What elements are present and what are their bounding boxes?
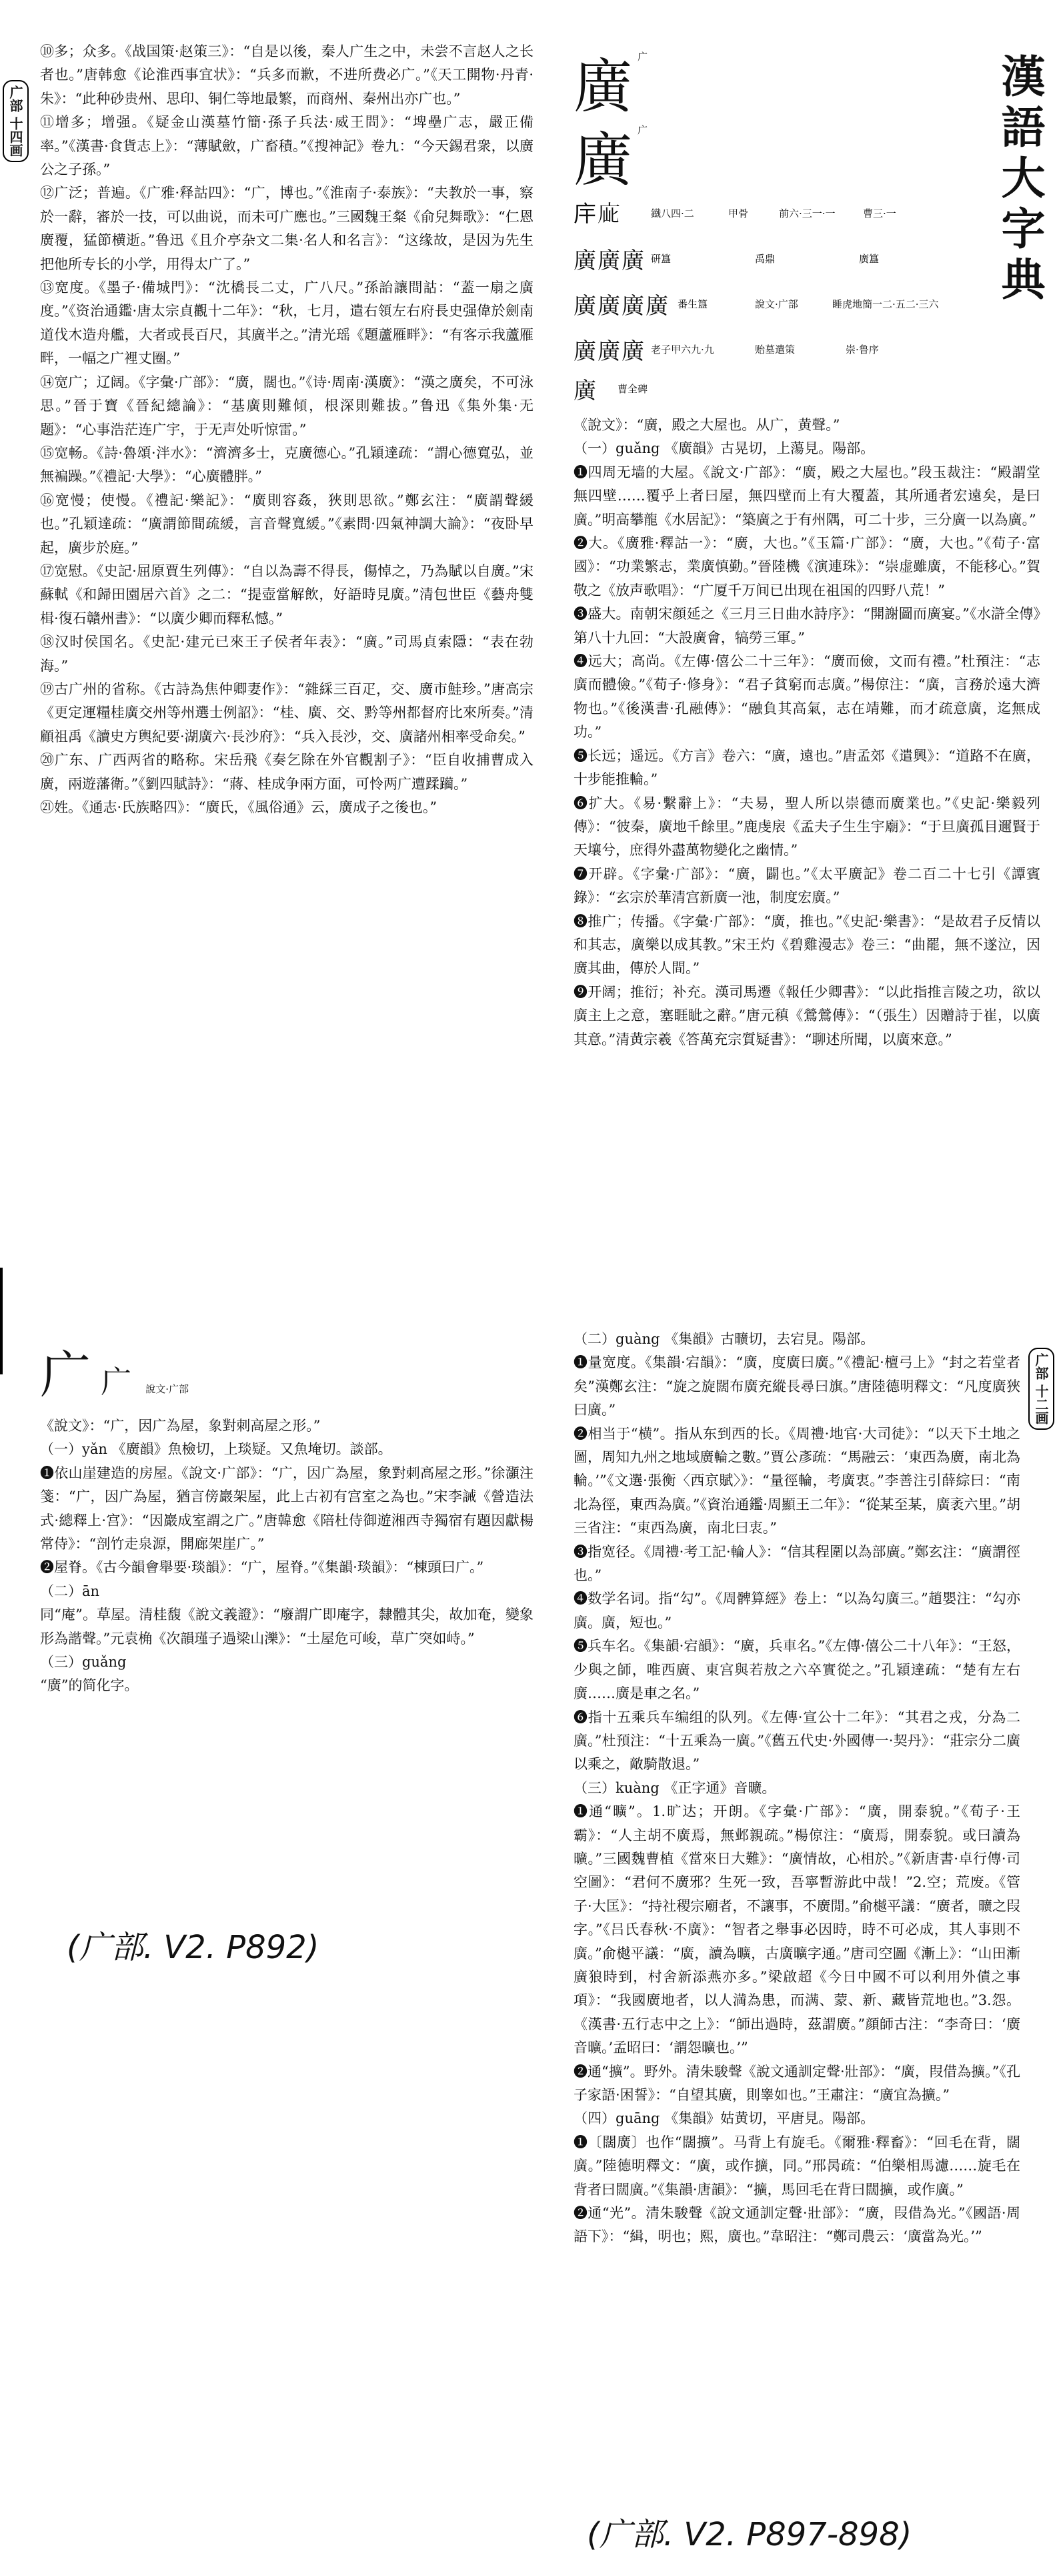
definition: ㉑姓。《通志·氏族略四》：“廣氏，《風俗通》云，廣成子之後也。” (40, 799, 437, 815)
definition: ❶四周无墙的大屋。《說文·广部》：“廣，殿之大屋也。”段玉裁注：“殿謂堂無四壁……覆乎上者曰屋，無四壁而上有大覆蓋，其所通者宏遠矣，是曰廣。”明高攀龍《水居記》：“築廣之于有州隅，可二十步，三分廣一以為廣。” (574, 464, 1040, 528)
definition: 同“庵”。草屋。清桂馥《說文義證》：“廢謂广即庵字，隸體其尖，故加奄，變象形為諧聲。”元袁桷《次韻瑾子過梁山濼》：“土屋危可峻，草广突如峙。” (40, 1607, 534, 1647)
definition: ⑰宽慰。《史記·屈原賈生列傳》：“自以為壽不得長，傷悼之，乃為賦以自廣。”宋蘇軾《和歸田園居六首》之二：“提壺當解飲，好語時見廣。”清包世臣《藝舟雙楫·復石贛州書》：“以廣少卿而釋私憾。” (40, 562, 534, 626)
upper-left-panel (7, 40, 534, 1214)
side-tab: 广部 十四画 (3, 80, 29, 162)
definition: ❻指十五乘兵车编组的队列。《左傳·宣公十二年》：“其君之戎，分為二廣。”杜預注：“十五乘為一廣。”《舊五代史·外國傳一·契丹》：“莊宗分二廣以乘之，敵騎散退。” (574, 1709, 1020, 1773)
definition: ❹远大；高尚。《左傳·僖公二十三年》：“廣而儉，文而有禮。”杜預注：“志廣而體儉。”《荀子·修身》：“君子貧窮而志廣。”楊倞注：“廣，言務於遠大濟物也。”《後漢書·孔融傳》：“融負其高氣，志在靖難，而才疏意廣，迄無成功。” (574, 653, 1040, 741)
definition: ⑳广东、广西两省的略称。宋岳飛《奏乞除在外官觀割子》：“臣自收捕曹成入廣，兩遊藩衛。”《劉四賦詩》：“蔣、桂成争兩方面，可怜两广遭蹂躏。” (40, 752, 534, 792)
definition: ❷通“光”。清朱駿聲《說文通訓定聲·壯部》：“廣，叚借為光。”《國語·周語下》：“緝，明也；熙，廣也。”韋昭注：“鄭司農云：‘廣當為光。’” (574, 2205, 1020, 2245)
upper-right-panel (560, 27, 1057, 1214)
definition: ❹数学名词。指“勾”。《周髀算經》卷上：“以為勾廣三。”趙嬰注：“勾亦廣。廣，短也。” (574, 1591, 1020, 1631)
headword-char: 廣 (574, 52, 633, 121)
source-label: 鐵八四·二 (651, 207, 694, 220)
ancient-glyphs: 廣廣廣 (574, 338, 646, 365)
definition: （三）guǎng (40, 1654, 127, 1671)
source-label: 贻墓遣策 (755, 343, 796, 356)
seal-row (574, 372, 967, 405)
definition: ❷大。《廣雅·釋詁一》：“廣，大也。”《玉篇·广部》：“廣，大也。”《荀子·富國》：“功業繁志，業廣慎勤。”晉陸機《演連珠》：“崇虚雖廣，不能移心。”賀敬之《放声歌唱》：“广厦千万间已出现在祖国的四野八荒！” (574, 535, 1040, 598)
definition: （二）ān (40, 1583, 100, 1599)
ancient-glyphs: 廣 (574, 377, 598, 404)
definition: ⑫广泛；普遍。《广雅·释詁四》：“广，博也。”《淮南子·泰族》：“夫教於一事，察於一辭，審於一技，可以曲说，而未可广應也。”三國魏王粲《俞兒舞歌》：“仁恩廣覆，猛節横逝。”鲁迅《且介亭杂文二集·名人和名言》：“这缘故，是因为先生把他所专长的小学，用得太广了。” (40, 185, 534, 272)
definition: ⑭宽广；辽阔。《字彙·广部》：“廣，闊也。”《诗·周南·漢廣》：“漢之廣矣，不可泳思。”晉于寶《晉紀總論》：“基廣則難傾，根深則難拔。”鲁迅《集外集·无题》：“心事浩茫连广宇，于无声处听惊雷。” (40, 374, 534, 438)
seal-row (574, 236, 967, 281)
headword-radical: 广 (638, 51, 648, 63)
source-label: 說文·广部 (755, 298, 798, 310)
headword-char: 廣 (574, 125, 633, 194)
source-label: 研簋 (651, 252, 672, 265)
definition: ❶〔闊廣〕也作“闊擴”。马背上有旋毛。《爾雅·釋畜》：“回毛在背，闊廣。”陸德明釋文：“廣，或作擴，同。”邢昺疏：“伯樂相馬濾……旋毛在背者曰闊廣。”《集韻·唐韻》：“擴，馬回毛在背曰闊擴，或作廣。” (574, 2134, 1020, 2198)
upper-left-text (40, 40, 534, 819)
headword-main (574, 40, 667, 121)
definition: ❶通“曠”。1.旷达；开朗。《字彙·广部》：“廣，開泰貌。”《荀子·王霸》：“人主胡不廣焉，無邺親疏。”楊倞注：“廣焉，開泰貌。或曰讀為曠。”三國魏曹植《當來日大難》：“廣情故，心相於。”《新唐書·卓行傳·司空圖》：“君何不廣邪？生死一致，吾寧暫游此中哉！”2.空；荒废。《管子·大匡》：“持社稷宗廟者，不讓事，不廣閒。”俞樾平議：“廣者，曠之叚字。”《吕氏春秋·不廣》：“智者之舉事必因時，時不可必成，其人事則不廣。”俞樾平議：“廣，讀為曠，古廣曠字通。”唐司空圖《漸上》：“山田漸廣狼時到，村舍新添燕亦多。”梁啟超《今日中國不可以利用外債之事項》：“我國廣地者，以人満為患，而满、蒙、新、藏皆荒地也。”3.怨。《漢書·五行志中之上》：“師出過時，茲謂廣。”顔師古注：“李奇曰：‘廣音曠。’孟昭曰：‘謂怨曠也。’” (574, 1803, 1020, 2056)
definition: ❼开辟。《字彙·广部》：“廣，闢也。”《太平廣記》卷二百二十七引《譚賓錄》：“玄宗於華清宫新廣一池，制度宏廣。” (574, 865, 1040, 906)
definition: ❷相当于“横”。指从东到西的长。《周禮·地官·大司徒》：“以天下土地之圖，周知九州之地域廣輪之數。”賈公彥疏：“馬融云：‘東西為廣，南北為輪。’”《文選·張衡〈西京賦〉》：“量徑輪，考廣衷。”李善注引薛綜曰：“南北為徑，東西為廣。”《資治通鑑·周顯王二年》：“從某至某，廣袤六里。”胡三省注：“東西為廣，南北曰衷。” (574, 1425, 1020, 1537)
definition: ⑮宽畅。《詩·魯頌·泮水》：“濟濟多士，克廣德心。”孔穎達疏：“謂心德寬弘，並無褊躁。”《禮記·大學》：“心廣體胖。” (40, 444, 534, 485)
source-label: 老子甲六九·九 (651, 343, 714, 356)
source-label: 甲骨 (728, 207, 749, 220)
source-label: 前六·三一·一 (779, 207, 836, 220)
ancient-glyphs: 廣廣廣 (574, 247, 646, 274)
upper-right-text (574, 414, 1040, 1051)
definition: ❺长远；遥远。《方言》卷六：“廣，遠也。”唐孟郊《遣興》：“道路不在廣，十步能推輪。” (574, 747, 1040, 788)
definition: （一）yǎn 《廣韻》魚檢切，上琰疑。又魚埯切。談部。 (40, 1441, 392, 1458)
definition: ❷屋脊。《古今韻會舉要·琰韻》：“广，屋脊。”《集韻·琰韻》：“棟頭曰广。” (40, 1559, 484, 1576)
ancient-glyphs: 𢇛𢈃 (574, 200, 622, 228)
source-label: 曹全碑 (618, 382, 648, 395)
definition: ⑬宽度。《墨子·備城門》：“沈橋長二丈，广八尺。”孫詒讓間詁：“蓋一扇之廣度。”《资治通鑑·唐太宗貞觀十二年》：“秋，七月，遣右領左右府長史强偉於劍南道伐木造舟艦，大者或長百尺，其廣半之。”清光瑶《題蘆雁畔》：“有客示我蘆雁畔，一幅之广裡丈圈。” (40, 280, 534, 367)
definition: “廣”的简化字。 (40, 1677, 139, 1694)
source-label: 番生簋 (678, 298, 708, 310)
definition: ❶依山崖建造的房屋。《說文·广部》：“广，因广為屋，象對刺高屋之形。”徐灝注箋：“广，因广為屋，猶言傍巖架屋，此上古初有宫室之為也。”宋李誡《營造法式·總釋上·宫》：“因巖成室謂之广。”唐韓愈《陪杜侍御遊湘西寺獨宿有題因獻楊常侍》：“剖竹走泉源，開廊架崖广。” (40, 1464, 534, 1553)
definition: ❸指宽径。《周禮·考工記·輪人》：“信其程圍以為部廣。”鄭玄注：“廣謂徑也。” (574, 1543, 1020, 1584)
definition: ⑩多；众多。《战国策·赵策三》：“自是以後，秦人广生之中，未尝不言赵人之长者也。”唐韩愈《论淮西事宜状》：“兵多而歉，不进所费必广。”《天工開物·丹青·朱》：“此种砂贵州、思印、铜仁等地最繁，而商州、秦州出亦广也。” (40, 43, 534, 107)
headword-char: 广 (40, 1345, 91, 1404)
source-label: 說文·广部 (145, 1383, 189, 1395)
definition: ⑱汉时侯国名。《史記·建元已來王子侯者年表》：“廣。”司馬貞索隱：“表在勃海。” (40, 634, 534, 674)
definition: ❻扩大。《易·繫辭上》：“夫易，聖人所以崇德而廣業也。”《史記·樂毅列傳》：“彼秦，廣地千餘里。”鹿虔扆《孟夫子生生宇廟》：“于旦廣孤目邇賢于天壤兮，庶得外盡萬物變化之幽情。” (574, 795, 1040, 859)
headword-variant (574, 113, 667, 194)
definition: （二）guàng 《集韻》古曠切，去宕見。陽部。 (574, 1331, 875, 1347)
handwritten-reference: (广部. V2. P892) (67, 1929, 319, 1966)
definition: ❽推广；传播。《字彙·广部》：“廣，推也。”《史記·樂書》：“是故君子反情以和其志，廣樂以成其教。”宋王灼《碧雞漫志》卷三：“曲罷，無不遂泣，因廣其曲，傳於人間。” (574, 913, 1040, 977)
headword-variant: 广 (101, 1364, 132, 1400)
left-margin-rule (0, 1268, 3, 1374)
definition: ❺兵车名。《集韻·宕韻》：“廣，兵車名。”《左傳·僖公二十八年》：“王怒，少與之師，唯西廣、東宫與若敖之六卒實從之。”孔穎達疏：“楚有左右廣……廣是車之名。” (574, 1638, 1020, 1702)
dictionary-title: 漢語大字典 (994, 53, 1046, 307)
seal-row (574, 281, 967, 326)
ancient-glyphs: 廣廣廣廣 (574, 292, 670, 320)
definition: ⑪增多；增强。《疑金山漢墓竹簡·孫子兵法·威王問》：“埤壘广志，嚴正備率。”《漢書·食貨志上》：“薄賦斂，广畜積。”《搜神記》卷九：“今天錫君衆，以廣公之子孫。” (40, 114, 534, 178)
definition: ⑲古广州的省称。《古詩為焦仲卿妻作》：“雜綵三百疋，交、廣市鮭珍。”唐高宗《更定運糧桂廣交州等州選士例詔》：“桂、廣、交、黔等州都督府比來所奏。”清顧祖禹《讀史方輿紀要·湖廣六·長沙府》：“兵入長沙，交、廣諸州相率受命矣。” (40, 681, 534, 745)
headword-block (40, 1334, 534, 1408)
definition: （四）guāng 《集韻》姑黄切，平唐見。陽部。 (574, 2110, 875, 2127)
definition: ❶量宽度。《集韻·宕韻》：“廣，度廣曰廣。”《禮記·檀弓上》“封之若堂者矣”漢鄭玄注：“旋之旋闊布廣充縱長尋曰旗。”唐陸德明釋文：“凡度廣狹曰廣。” (574, 1354, 1020, 1418)
lower-left-text (40, 1414, 534, 1698)
source-label: 睡虎地簡一二·五二·三六 (832, 298, 939, 310)
definition: 《說文》：“广，因广為屋，象對刺高屋之形。” (40, 1418, 321, 1434)
lower-right-panel (560, 1328, 1057, 2576)
lower-left-panel (40, 1334, 534, 2068)
source-label: 崇·鲁序 (846, 343, 879, 356)
handwritten-reference: (广部. V2. P897-898) (587, 2516, 912, 2553)
lower-right-text (574, 1328, 1020, 2249)
source-label: 禹鼎 (755, 252, 776, 265)
definition: 《說文》：“廣，殿之大屋也。从广，黄聲。” (574, 417, 840, 433)
seal-row (574, 326, 967, 372)
side-tab: 广部 十二画 (1028, 1348, 1054, 1430)
source-label: 廣簋 (859, 252, 880, 265)
source-label: 曹三·一 (863, 207, 896, 220)
ancient-forms (574, 190, 967, 405)
headword-block (574, 40, 667, 194)
seal-row (574, 190, 967, 236)
definition: ⑯宽慢；使慢。《禮記·樂記》：“廣則容姦，狹則思欲。”鄭玄注：“廣謂聲緩也。”孔穎達疏：“廣謂節間疏緩，言音聲寬緩。”《素問·四氣神調大論》：“夜卧早起，廣步於庭。” (40, 492, 534, 556)
definition: （一）guǎng 《廣韻》古晃切，上蕩見。陽部。 (574, 440, 875, 457)
definition: （三）kuàng 《正字通》音曠。 (574, 1779, 776, 1796)
definition: ❸盛大。南朝宋顔延之《三月三日曲水詩序》：“開謝圖而廣宴。”《水滸全傳》第八十九回：“大設廣會，犒勞三軍。” (574, 606, 1040, 646)
headword-radical: 广 (638, 124, 648, 136)
definition: ❾开阔；推衍；补充。漢司馬遷《報任少卿書》：“以此指推言陵之功，欲以廣主上之意，塞睚眦之辭。”唐元稹《鶯鶯傳》：“（張生）因贈詩于崔，以廣其意。”清黄宗羲《答萬充宗質疑書》：“聊述所聞，以廣來意。” (574, 983, 1040, 1047)
definition: ❷通“擴”。野外。清朱駿聲《說文通訓定聲·壯部》：“廣，叚借為擴。”《孔子家語·困誓》：“自望其廣，則睾如也。”王肅注：“廣宜為擴。” (574, 2063, 1020, 2103)
